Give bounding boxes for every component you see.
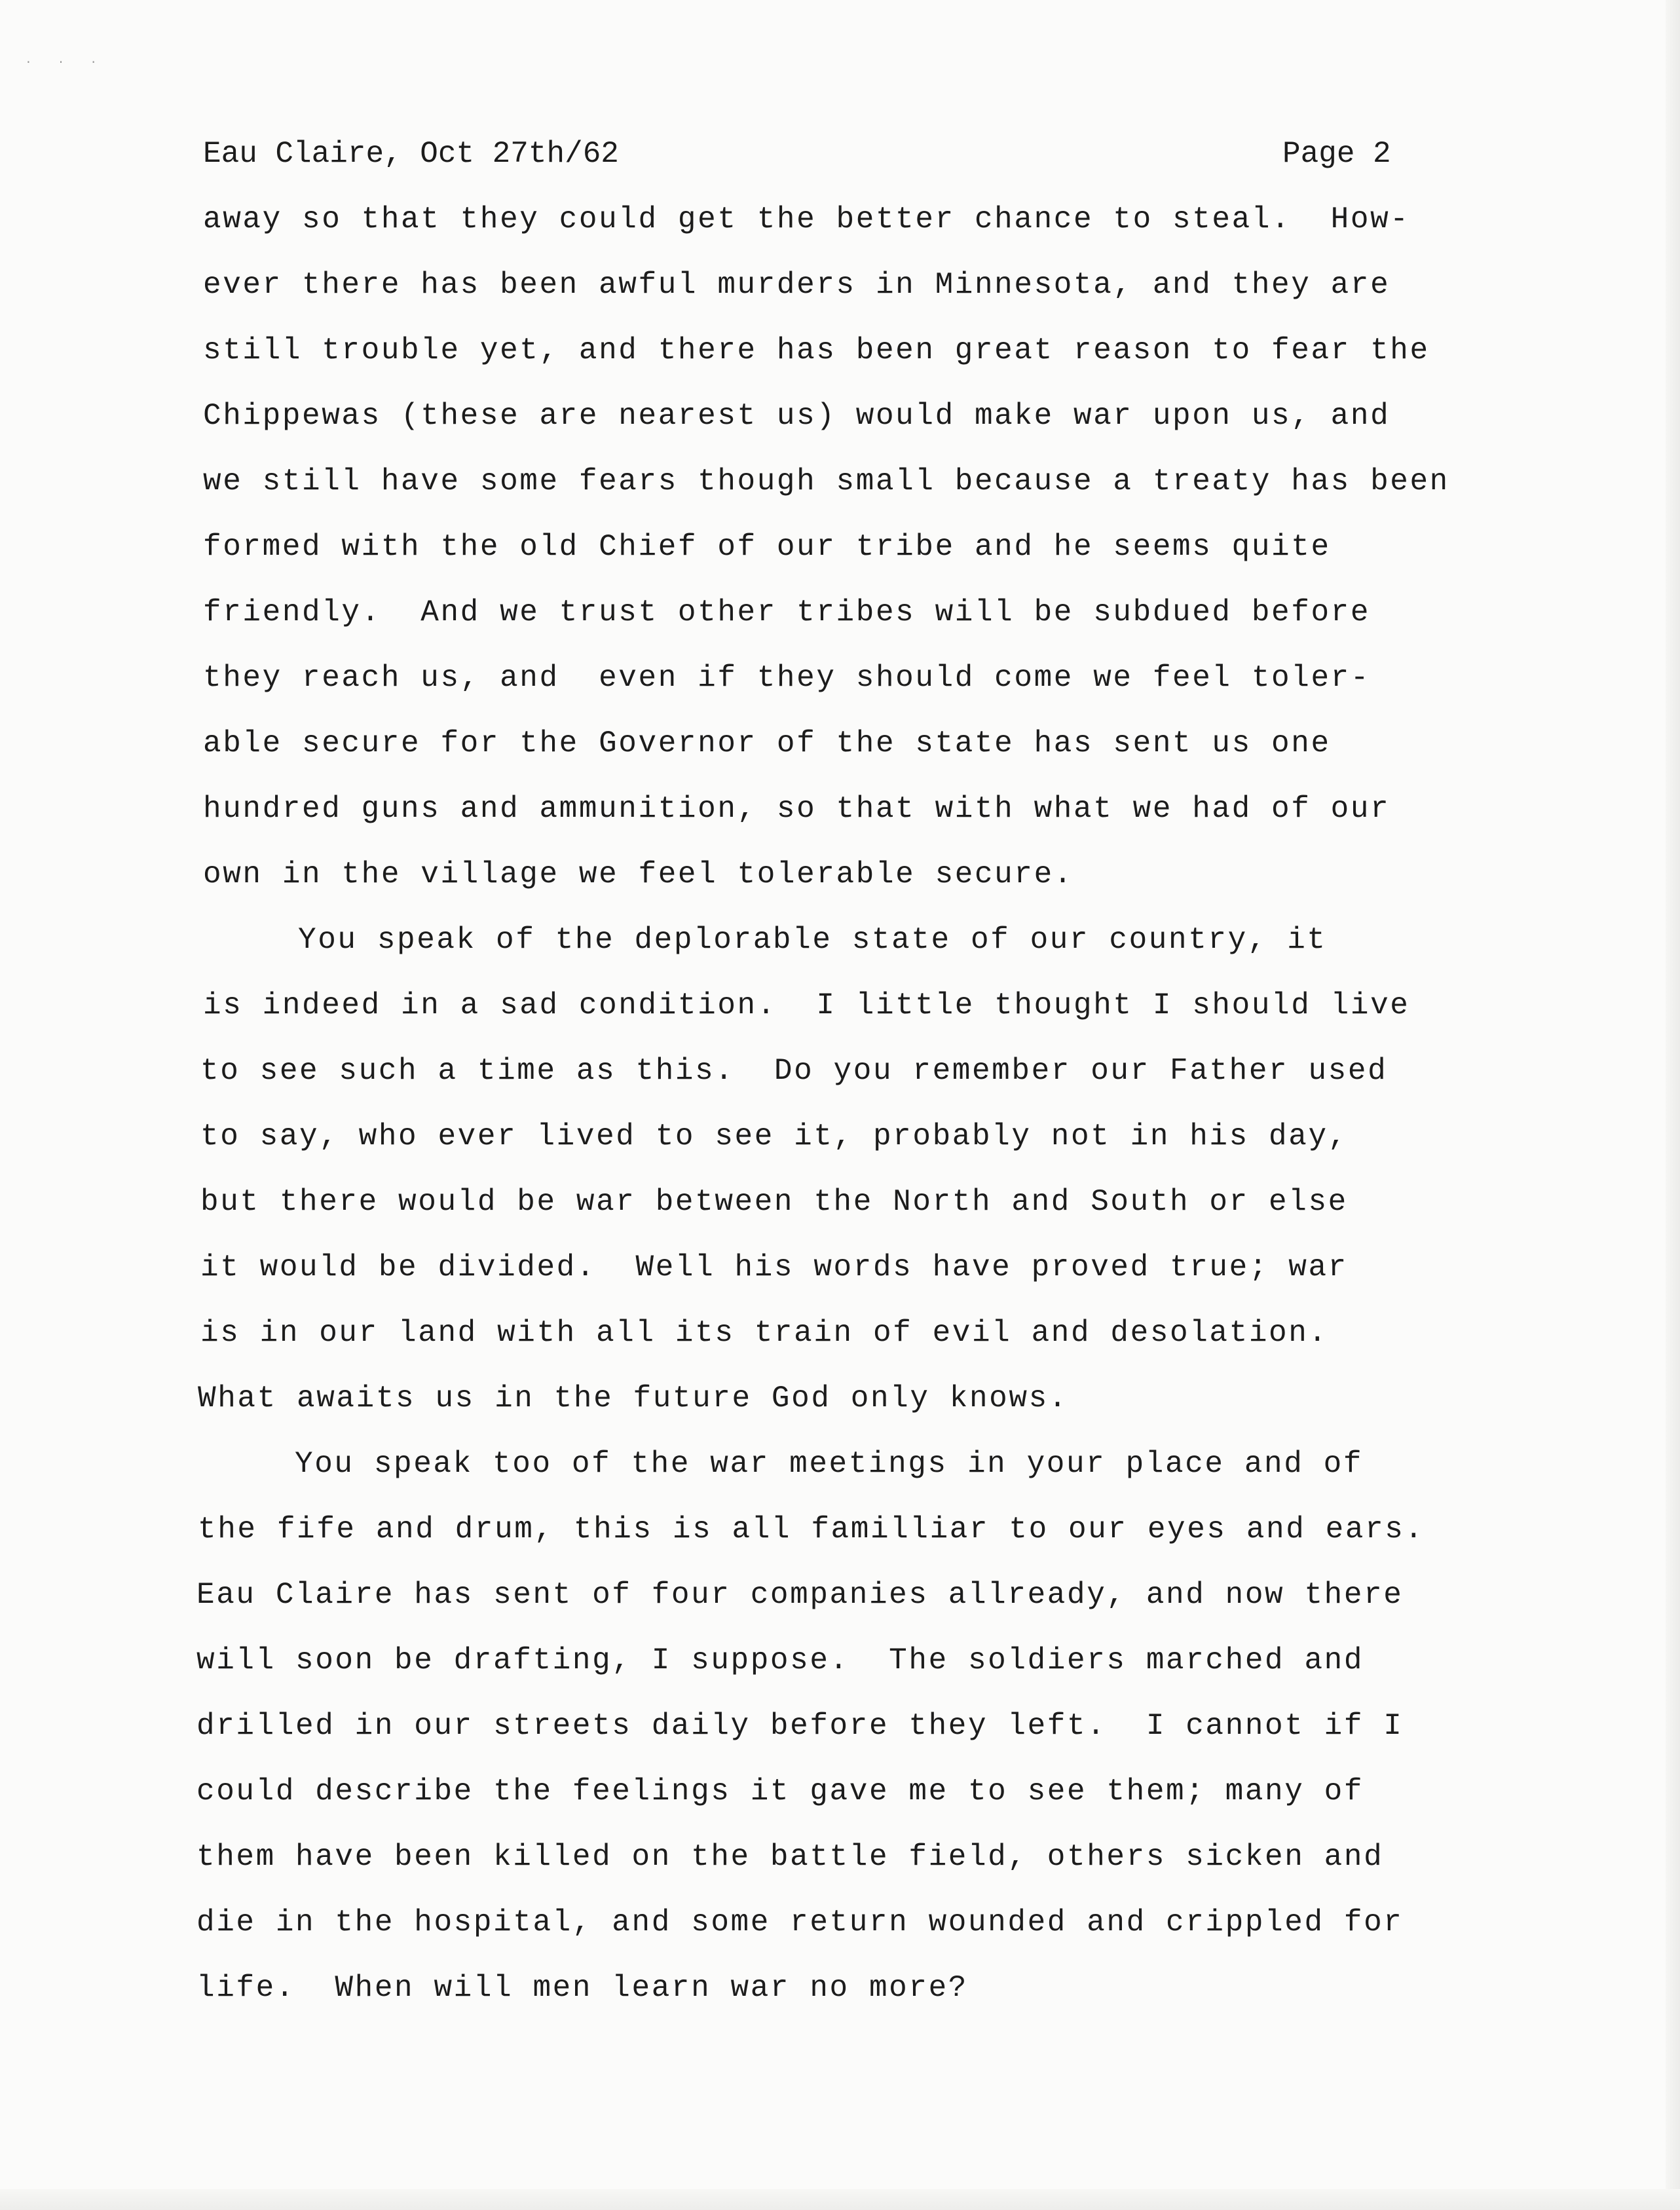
text-line: they reach us, and even if they should come we feel toler- [203, 661, 1371, 695]
paragraph-first-line: You speak too of the war meetings in your place and of [295, 1447, 1364, 1481]
text-line: we still have some fears though small because a treaty has been [203, 464, 1449, 498]
text-line: What awaits us in the future God only knows. [198, 1381, 1068, 1415]
text-line: away so that they could get the better chance to steal. How- [203, 202, 1410, 236]
paper-edge-bottom [0, 2189, 1680, 2210]
letter-place-date: Eau Claire, Oct 27th/62 [203, 137, 619, 171]
text-line: friendly. And we trust other tribes will be subdued before [203, 595, 1371, 629]
text-line: to see such a time as this. Do you remember our Father used [200, 1054, 1388, 1088]
text-line: is indeed in a sad condition. I little thought I should live [203, 988, 1410, 1022]
text-line: could describe the feelings it gave me to see them; many of [196, 1774, 1364, 1808]
text-line: Eau Claire has sent of four companies allready, and now there [196, 1578, 1404, 1612]
text-line: to say, who ever lived to see it, probably not in his day, [200, 1119, 1348, 1153]
text-line: die in the hospital, and some return wounded and crippled for [196, 1905, 1404, 1939]
text-line: Chippewas (these are nearest us) would make war upon us, and [203, 399, 1391, 433]
paper-specks: · · · [25, 56, 107, 69]
text-line: hundred guns and ammunition, so that with what we had of our [203, 792, 1391, 826]
text-line: but there would be war between the North and South or else [200, 1185, 1348, 1219]
text-line: them have been killed on the battle field, others sicken and [196, 1840, 1384, 1874]
text-line: drilled in our streets daily before they left. I cannot if I [196, 1709, 1404, 1743]
text-line: life. When will men learn war no more? [196, 1971, 968, 2005]
text-line: formed with the old Chief of our tribe and he seems quite [203, 530, 1331, 564]
text-line: the fife and drum, this is all familliar to our eyes and ears. [198, 1512, 1425, 1546]
text-line: ever there has been awful murders in Minnesota, and they are [203, 268, 1391, 302]
paragraph-first-line: You speak of the deplorable state of our country, it [298, 923, 1327, 957]
text-line: will soon be drafting, I suppose. The soldiers marched and [196, 1643, 1364, 1677]
text-line: it would be divided. Well his words have proved true; war [200, 1250, 1348, 1284]
text-line: is in our land with all its train of evil and desolation. [200, 1316, 1328, 1350]
text-line: able secure for the Governor of the state has sent us one [203, 726, 1331, 760]
paper-edge-right [1666, 0, 1680, 2210]
text-line: still trouble yet, and there has been great reason to fear the [203, 333, 1430, 367]
text-line: own in the village we feel tolerable secure. [203, 857, 1073, 891]
page-number: Page 2 [1282, 137, 1391, 171]
